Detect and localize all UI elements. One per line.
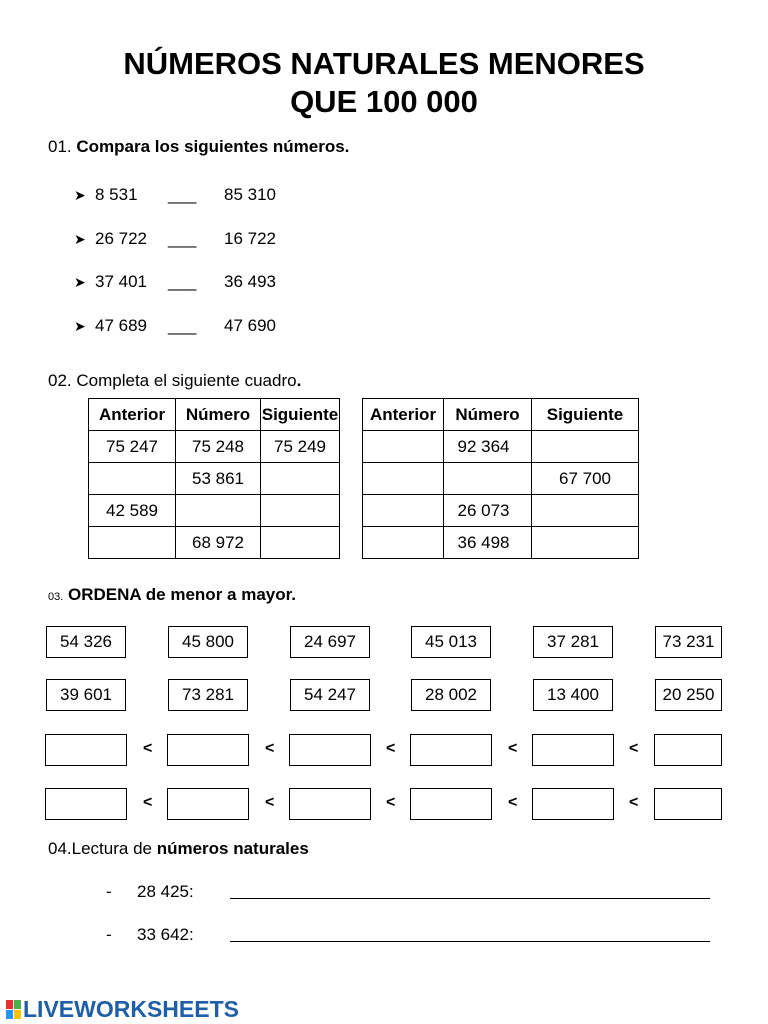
answer-box[interactable] — [654, 788, 722, 820]
number-box[interactable]: 45 013 — [411, 626, 491, 658]
comparison-item — [74, 271, 374, 293]
answer-box[interactable] — [532, 734, 614, 766]
less-than-sign: < — [265, 740, 275, 757]
less-than-sign: < — [629, 794, 639, 811]
number-box[interactable]: 54 247 — [290, 679, 370, 711]
table-row — [363, 495, 639, 527]
question-2-number: 02. — [48, 371, 72, 390]
arrow-bullet-icon: ➤ — [74, 187, 86, 203]
answer-box[interactable] — [289, 788, 371, 820]
number-box[interactable]: 39 601 — [46, 679, 126, 711]
table-empty-cell[interactable] — [363, 495, 444, 527]
answer-box[interactable] — [167, 788, 249, 820]
number-box[interactable]: 20 250 — [655, 679, 722, 711]
table-empty-cell[interactable] — [532, 527, 639, 559]
question-4-number: 04. — [48, 839, 72, 858]
comparison-right-number: 47 690 — [224, 316, 276, 335]
table-header-cell: Siguiente — [532, 399, 639, 431]
table-header-cell: Número — [444, 399, 532, 431]
number-box[interactable]: 24 697 — [290, 626, 370, 658]
less-than-sign: < — [386, 794, 396, 811]
comparison-right-number: 85 310 — [224, 185, 276, 204]
answer-box[interactable] — [45, 734, 127, 766]
table-cell: 67 700 — [532, 463, 639, 495]
comparison-blank[interactable]: ___ — [168, 272, 197, 291]
page-title-line-2: QUE 100 000 — [290, 84, 478, 119]
answer-box[interactable] — [410, 788, 492, 820]
comparison-right-number: 36 493 — [224, 272, 276, 291]
comparison-item — [74, 315, 374, 337]
table-empty-cell[interactable] — [261, 527, 340, 559]
table-empty-cell[interactable] — [444, 463, 532, 495]
comparison-left-number: 37 401 — [95, 272, 147, 291]
comparison-blank[interactable]: ___ — [168, 316, 197, 335]
table-row — [363, 431, 639, 463]
less-than-sign: < — [386, 740, 396, 757]
liveworksheets-logo-icon — [6, 999, 21, 1019]
question-1-prompt: Compara los siguientes números. — [76, 137, 350, 156]
number-box[interactable]: 73 281 — [168, 679, 248, 711]
table-header-cell: Anterior — [89, 399, 176, 431]
table-left — [88, 398, 340, 559]
question-1-number: 01. — [48, 137, 72, 156]
reading-answer-line[interactable] — [230, 898, 710, 899]
question-2-period: . — [296, 371, 302, 390]
less-than-sign: < — [508, 740, 518, 757]
table-cell: 53 861 — [176, 463, 261, 495]
table-empty-cell[interactable] — [89, 463, 176, 495]
arrow-bullet-icon: ➤ — [74, 318, 86, 334]
number-box[interactable]: 28 002 — [411, 679, 491, 711]
less-than-sign: < — [143, 740, 153, 757]
table-header-cell: Siguiente — [261, 399, 340, 431]
table-empty-cell[interactable] — [261, 495, 340, 527]
table-row — [89, 431, 340, 463]
answer-box[interactable] — [45, 788, 127, 820]
table-header-cell: Número — [176, 399, 261, 431]
table-header-cell: Anterior — [363, 399, 444, 431]
reading-answer-line[interactable] — [230, 941, 710, 942]
table-row — [89, 527, 340, 559]
table-cell: 92 364 — [444, 431, 532, 463]
number-box[interactable]: 37 281 — [533, 626, 613, 658]
answer-box[interactable] — [167, 734, 249, 766]
arrow-bullet-icon: ➤ — [74, 231, 86, 247]
number-box[interactable]: 45 800 — [168, 626, 248, 658]
reading-number: 28 425: — [137, 882, 194, 901]
answer-box[interactable] — [654, 734, 722, 766]
table-cell: 36 498 — [444, 527, 532, 559]
logo-square-red — [6, 1000, 13, 1009]
table-row — [363, 463, 639, 495]
question-1-heading — [48, 137, 349, 157]
table-empty-cell[interactable] — [176, 495, 261, 527]
table-row — [89, 463, 340, 495]
table-cell: 75 247 — [89, 431, 176, 463]
liveworksheets-logo — [6, 996, 239, 1022]
comparison-left-number: 8 531 — [95, 185, 138, 204]
question-4-prompt-plain: Lectura de — [71, 839, 157, 858]
table-header-row — [363, 399, 639, 431]
arrow-bullet-icon: ➤ — [74, 274, 86, 290]
table-header-row — [89, 399, 340, 431]
answer-box[interactable] — [532, 788, 614, 820]
comparison-blank[interactable]: ___ — [168, 185, 197, 204]
question-3-number: 03. — [48, 591, 64, 603]
number-box[interactable]: 73 231 — [655, 626, 722, 658]
table-empty-cell[interactable] — [363, 527, 444, 559]
comparison-right-number: 16 722 — [224, 229, 276, 248]
comparison-item — [74, 228, 374, 250]
question-4-heading — [48, 839, 309, 859]
less-than-sign: < — [265, 794, 275, 811]
comparison-left-number: 26 722 — [95, 229, 147, 248]
reading-dash: - — [106, 925, 112, 944]
page-title-line-1: NÚMEROS NATURALES MENORES — [123, 46, 645, 81]
less-than-sign: < — [143, 794, 153, 811]
table-cell: 26 073 — [444, 495, 532, 527]
logo-square-blue — [6, 1010, 13, 1019]
table-row — [89, 495, 340, 527]
comparison-left-number: 47 689 — [95, 316, 147, 335]
table-cell: 75 248 — [176, 431, 261, 463]
question-4-prompt-bold: números naturales — [156, 839, 309, 858]
question-3-heading — [48, 585, 296, 607]
table-empty-cell[interactable] — [532, 431, 639, 463]
reading-item — [106, 880, 726, 904]
less-than-sign: < — [629, 740, 639, 757]
reading-item — [106, 923, 726, 947]
number-box[interactable]: 13 400 — [533, 679, 613, 711]
table-cell: 75 249 — [261, 431, 340, 463]
table-empty-cell[interactable] — [363, 463, 444, 495]
reading-dash: - — [106, 882, 112, 901]
liveworksheets-logo-text: LIVEWORKSHEETS — [23, 995, 239, 1022]
table-empty-cell[interactable] — [363, 431, 444, 463]
table-cell: 68 972 — [176, 527, 261, 559]
logo-square-yellow — [14, 1010, 21, 1019]
less-than-sign: < — [508, 794, 518, 811]
table-cell: 42 589 — [89, 495, 176, 527]
answer-box[interactable] — [410, 734, 492, 766]
comparison-item — [74, 184, 374, 206]
table-empty-cell[interactable] — [261, 463, 340, 495]
number-box[interactable]: 54 326 — [46, 626, 126, 658]
table-empty-cell[interactable] — [532, 495, 639, 527]
table-right — [362, 398, 639, 559]
logo-square-green — [14, 1000, 21, 1009]
answer-box[interactable] — [289, 734, 371, 766]
table-empty-cell[interactable] — [89, 527, 176, 559]
question-2-prompt: Completa el siguiente cuadro — [76, 371, 297, 390]
comparison-blank[interactable]: ___ — [168, 229, 197, 248]
question-2-heading — [48, 371, 301, 391]
question-3-prompt: ORDENA de menor a mayor. — [68, 585, 297, 604]
table-row — [363, 527, 639, 559]
reading-number: 33 642: — [137, 925, 194, 944]
